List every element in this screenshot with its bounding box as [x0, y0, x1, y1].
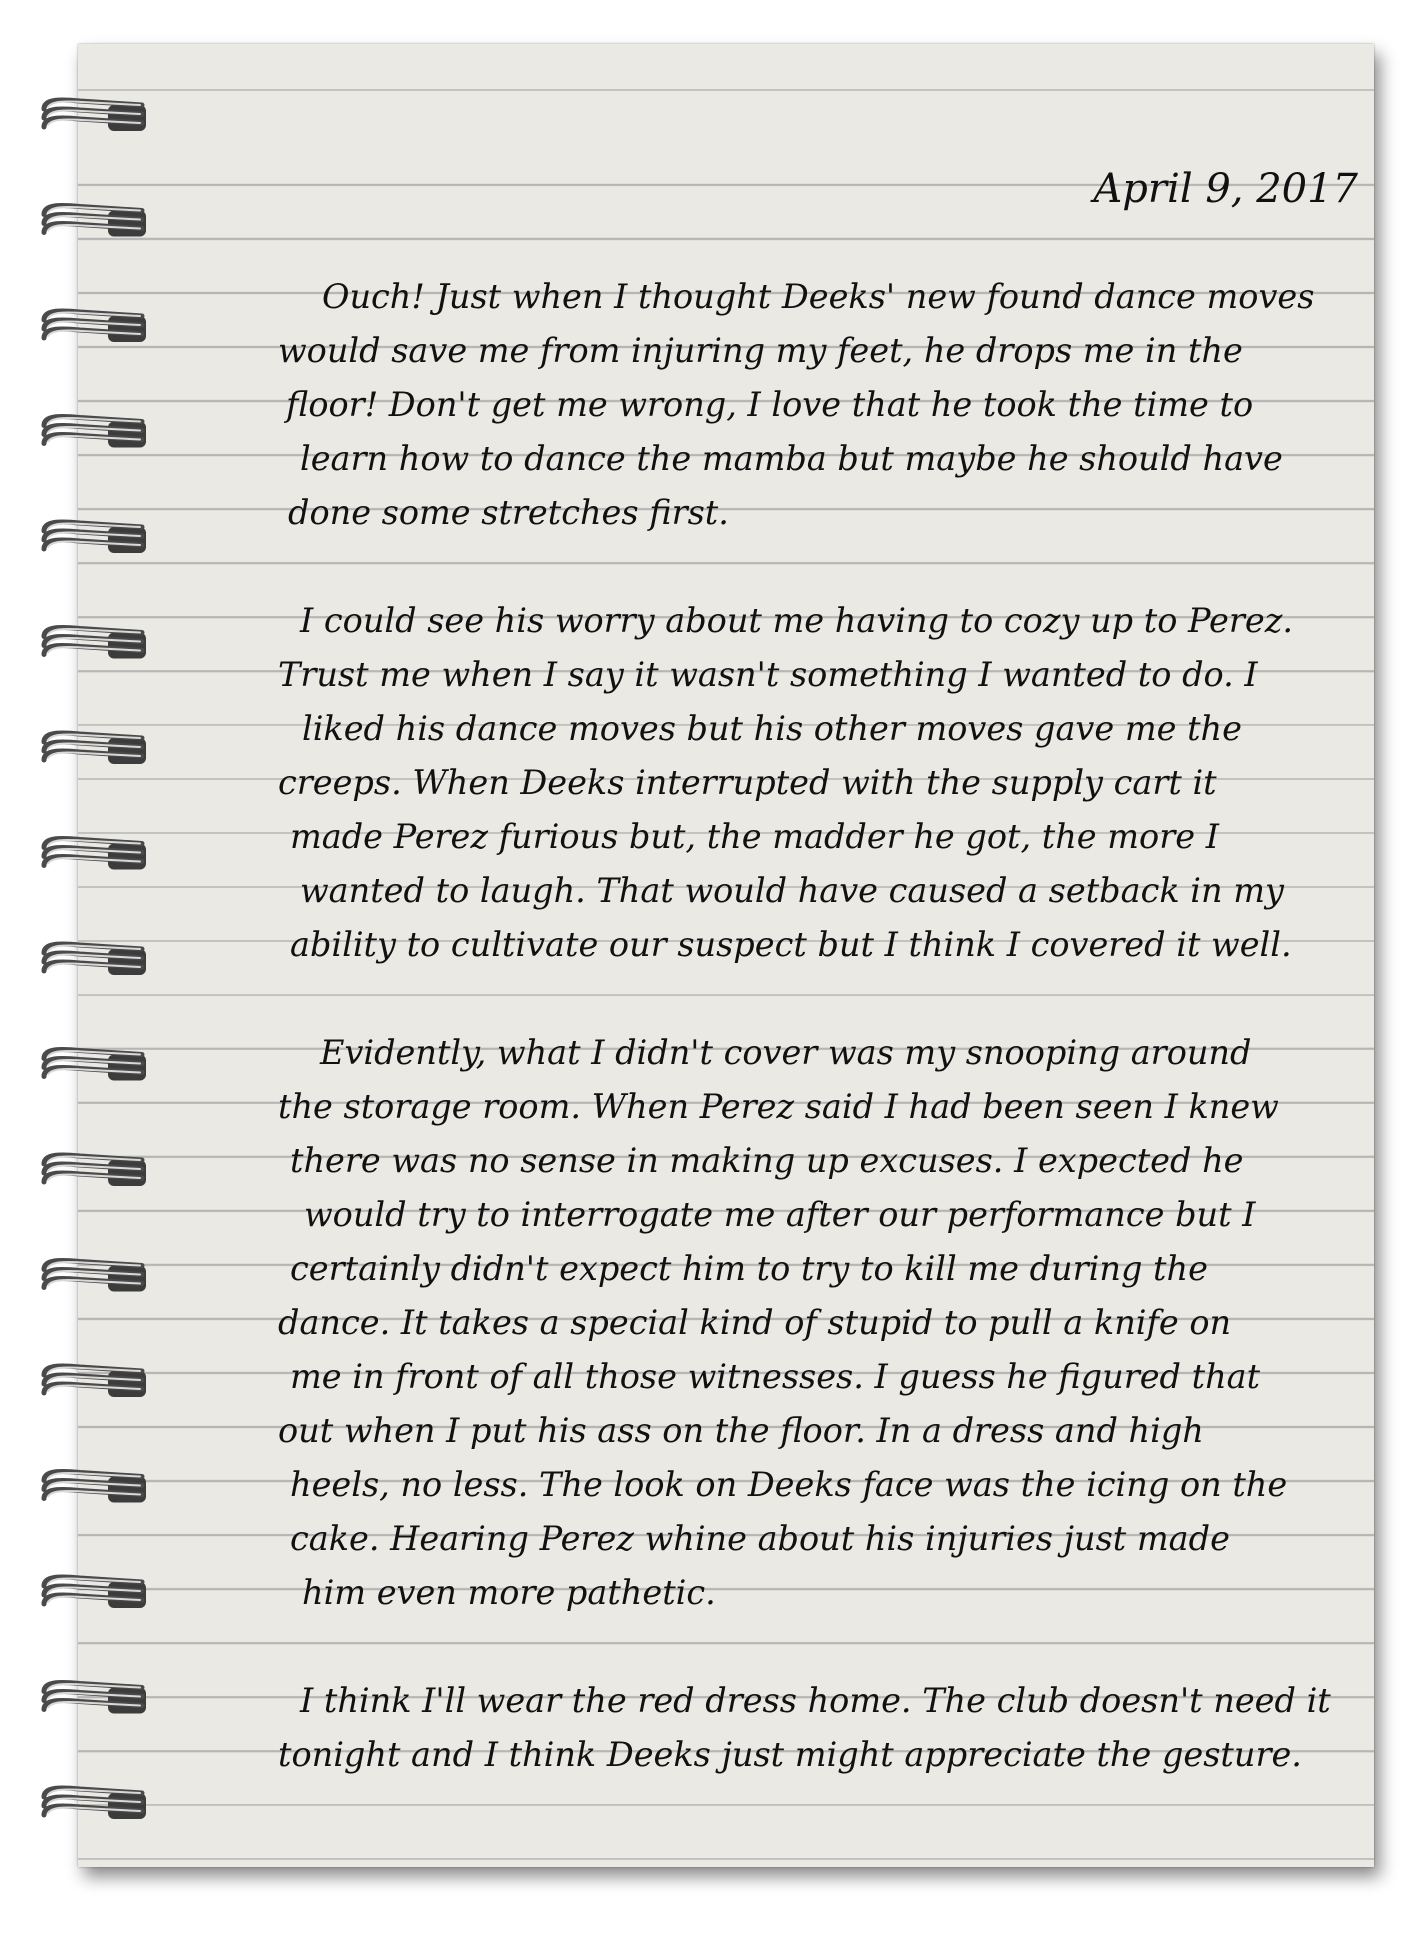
notebook-page [78, 44, 1374, 1867]
handwritten-line: learn how to dance the mamba but maybe he should have [300, 439, 1283, 478]
spiral-ring [44, 1260, 146, 1291]
spiral-ring [44, 1049, 146, 1080]
handwritten-line: made Perez furious but, the madder he got, the more I [290, 817, 1219, 856]
spiral-ring [44, 1577, 146, 1608]
spiral-ring [44, 1471, 146, 1502]
entry-body [278, 270, 1398, 1782]
handwritten-line: dance. It takes a special kind of stupid to pull a knife on [278, 1303, 1232, 1342]
handwritten-line: certainly didn't expect him to try to kill me during the [290, 1249, 1208, 1288]
handwritten-line: Trust me when I say it wasn't something I wanted to do. I [278, 655, 1258, 694]
entry-paragraph [278, 270, 1398, 540]
handwritten-line: done some stretches first. [288, 493, 729, 532]
handwritten-line: cake. Hearing Perez whine about his injuries just made [290, 1519, 1230, 1558]
handwritten-line: the storage room. When Perez said I had been seen I knew [278, 1087, 1279, 1126]
spiral-ring [44, 838, 146, 869]
handwritten-line: liked his dance moves but his other moves gave me the [302, 709, 1242, 748]
handwritten-line: there was no sense in making up excuses. I expected he [290, 1141, 1244, 1180]
spiral-ring [44, 205, 146, 236]
handwritten-line: I could see his worry about me having to cozy up to Perez. [300, 601, 1294, 640]
spiral-ring [44, 627, 146, 658]
spiral-binding [0, 0, 160, 1950]
spiral-ring [44, 311, 146, 342]
handwritten-line: floor! Don't get me wrong, I love that he took the time to [286, 385, 1254, 424]
handwritten-line: Evidently, what I didn't cover was my snooping around [320, 1033, 1252, 1072]
entry-date: April 9, 2017 [1093, 166, 1358, 212]
spiral-ring [44, 733, 146, 764]
handwritten-line: out when I put his ass on the floor. In a dress and high [278, 1411, 1204, 1450]
handwritten-line: creeps. When Deeks interrupted with the supply cart it [278, 763, 1217, 802]
handwritten-line: would save me from injuring my feet, he drops me in the [278, 331, 1243, 370]
spiral-ring [44, 1366, 146, 1397]
spiral-ring [44, 522, 146, 553]
spiral-ring [44, 1682, 146, 1713]
handwritten-line: tonight and I think Deeks just might appreciate the gesture. [278, 1735, 1302, 1774]
entry-paragraph [278, 1674, 1398, 1782]
entry-paragraph [278, 594, 1398, 972]
handwritten-line: me in front of all those witnesses. I guess he figured that [290, 1357, 1261, 1396]
spiral-ring [44, 1788, 146, 1819]
handwritten-line: Ouch! Just when I thought Deeks' new found dance moves [322, 277, 1315, 316]
handwritten-line: would try to interrogate me after our performance but I [304, 1195, 1256, 1234]
handwritten-line: I think I'll wear the red dress home. The club doesn't need it [300, 1681, 1331, 1720]
entry-paragraph [278, 1026, 1398, 1620]
spiral-ring [44, 416, 146, 447]
spiral-ring [44, 944, 146, 975]
handwritten-line: heels, no less. The look on Deeks face was the icing on the [290, 1465, 1288, 1504]
spiral-ring [44, 100, 146, 131]
spiral-ring [44, 1155, 146, 1186]
handwritten-line: ability to cultivate our suspect but I think I covered it well. [290, 925, 1292, 964]
handwritten-line: wanted to laugh. That would have caused a setback in my [300, 871, 1284, 910]
journal-entry [278, 162, 1398, 1836]
handwritten-line: him even more pathetic. [302, 1573, 716, 1612]
